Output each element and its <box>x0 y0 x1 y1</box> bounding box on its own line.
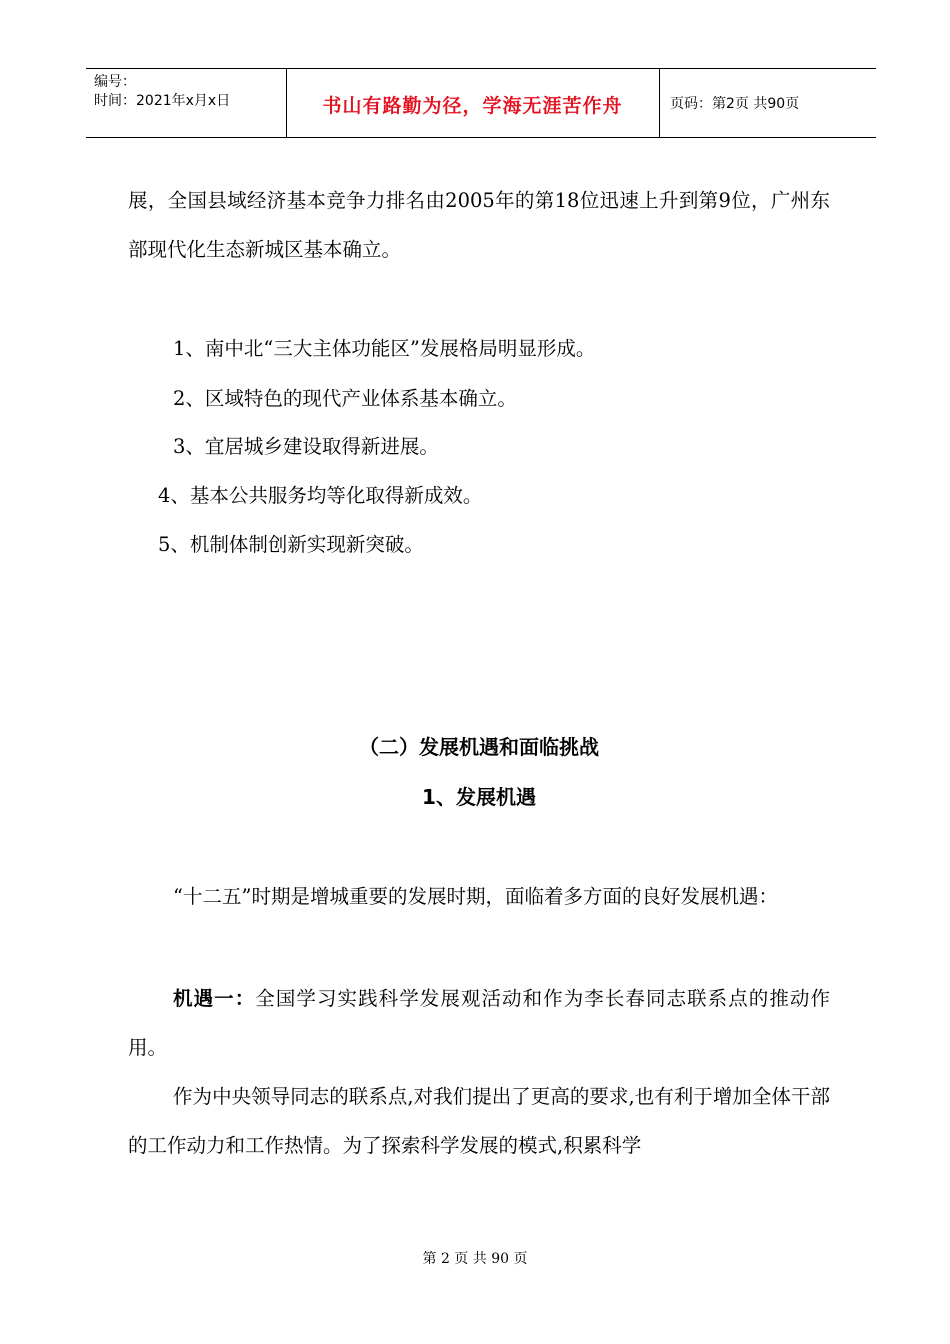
list-item: 4、基本公共服务均等化取得新成效。 <box>158 484 483 507</box>
section-heading: （二）发展机遇和面临挑战 <box>359 735 599 759</box>
header-divider <box>659 69 660 137</box>
intro-paragraph: 展，全国县域经济基本竞争力排名由2005年的第18位迅速上升到第9位，广州东部现代化生态新城区基本确立。 <box>128 189 830 261</box>
list-item: 1、南中北“三大主体功能区”发展格局明显形成。 <box>173 337 596 360</box>
page-header <box>86 68 876 138</box>
list-item: 3、宜居城乡建设取得新进展。 <box>173 435 439 458</box>
list-item: 2、区域特色的现代产业体系基本确立。 <box>173 387 517 410</box>
header-page-info: 页码：第2页 共90页 <box>670 96 800 112</box>
subsection-heading: 1、发展机遇 <box>422 785 536 809</box>
opportunity-one-label: 机遇一： <box>173 987 256 1010</box>
header-motto: 书山有路勤为径，学海无涯苦作舟 <box>322 95 623 117</box>
body-paragraph: 作为中央领导同志的联系点,对我们提出了更高的要求,也有利于增加全体干部的工作动力和工作热情。为了探索科学发展的模式,积累科学 <box>128 1085 830 1157</box>
opportunity-one-text: 全国学习实践科学发展观活动和作为李长春同志联系点的推动作用。 <box>128 987 830 1059</box>
opportunity-intro-paragraph: “十二五”时期是增城重要的发展时期，面临着多方面的良好发展机遇： <box>173 885 778 908</box>
opportunity-one-paragraph <box>128 974 830 1072</box>
header-meta <box>94 73 230 111</box>
list-item: 5、机制体制创新实现新突破。 <box>158 533 424 556</box>
serial-label: 编号： <box>94 74 136 90</box>
page-footer: 第 2 页 共 90 页 <box>422 1251 528 1267</box>
date-line: 时间：2021年x月x日 <box>94 93 231 109</box>
